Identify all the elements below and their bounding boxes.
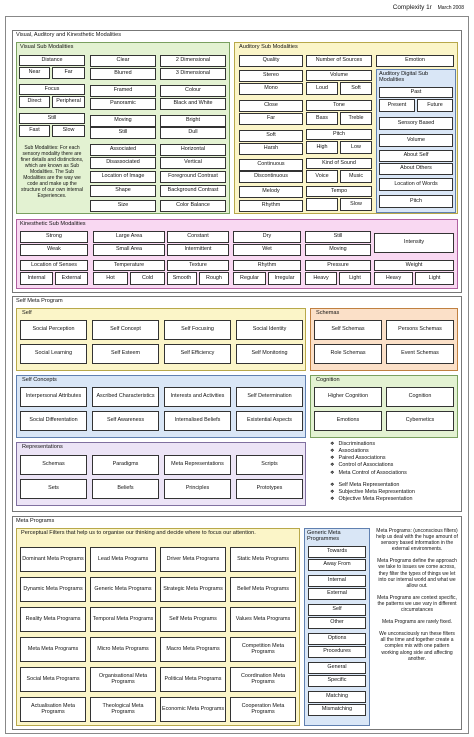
meta-explain bbox=[376, 528, 458, 662]
generic-item: Self bbox=[308, 604, 366, 616]
kin-strong: Strong bbox=[20, 231, 88, 243]
kin-intermittent: Intermittent bbox=[167, 244, 229, 256]
visual-2d: 2 Dimensional bbox=[160, 55, 226, 67]
meta-program-item: Meta Meta Programs bbox=[20, 637, 86, 662]
meta-program-item: Economic Meta Programs bbox=[160, 697, 226, 722]
cognition-title: Cognition bbox=[316, 377, 340, 383]
explain-para: We unconsciously run these filters all the time and together create a complex mix with one pattern working along side and affecting another. bbox=[379, 631, 455, 662]
schema-item: Self Schemas bbox=[314, 320, 382, 340]
representation-item: Sets bbox=[20, 479, 87, 499]
meta-program-item: Coordination Meta Programs bbox=[230, 667, 296, 692]
kin-light: Light bbox=[339, 272, 371, 285]
auditory-stereo: Stereo bbox=[239, 70, 303, 82]
visual-bw: Black and White bbox=[160, 98, 226, 110]
bullet-item: ❖ Meta Control of Associations bbox=[330, 470, 407, 477]
bullet-item: ❖ Discriminations bbox=[330, 441, 407, 448]
meta-program-item: Micro Meta Programs bbox=[90, 637, 156, 662]
meta-program-item: Static Meta Programs bbox=[230, 547, 296, 572]
self-concept-item: Social Differentation bbox=[20, 411, 87, 431]
auditory-volume: Volume bbox=[306, 70, 372, 81]
self-item: Social Identity bbox=[236, 320, 303, 340]
self-concept-item: Existential Aspects bbox=[236, 411, 303, 431]
kin-hot: Hot bbox=[93, 272, 128, 285]
self-item: Self Efficiency bbox=[164, 344, 231, 364]
kin-light-2: Light bbox=[415, 272, 454, 285]
visual-focus: Focus bbox=[19, 84, 85, 95]
date-text: March 2008 bbox=[437, 5, 464, 11]
visual-panoramic: Panoramic bbox=[90, 98, 156, 110]
representation-item: Principles bbox=[164, 479, 231, 499]
generic-item: External bbox=[308, 588, 366, 600]
kin-heavy-2: Heavy bbox=[374, 272, 413, 285]
representation-list bbox=[330, 482, 415, 503]
meta-program-item: Lead Meta Programs bbox=[90, 547, 156, 572]
visual-slow: Slow bbox=[52, 125, 85, 137]
generic-item: Options bbox=[308, 633, 366, 645]
meta-program-item: Competition Meta Programs bbox=[230, 637, 296, 662]
auditory-num-sources: Number of Sources bbox=[306, 55, 372, 67]
kin-weak: Weak bbox=[20, 244, 88, 256]
self-concept-item: Self Awareness bbox=[92, 411, 159, 431]
visual-fast: Fast bbox=[19, 125, 50, 137]
kin-dry: Dry bbox=[233, 231, 301, 243]
visual-location: Location of Image bbox=[90, 171, 156, 183]
visual-still-2: Still bbox=[90, 127, 156, 139]
meta-program-item: Theological Meta Programs bbox=[90, 697, 156, 722]
visual-fg-contrast: Foreground Contrast bbox=[160, 171, 226, 183]
visual-distance: Distance bbox=[19, 55, 85, 66]
auditory-mono: Mono bbox=[239, 83, 303, 95]
meta-program-item: Reality Meta Programs bbox=[20, 607, 86, 632]
auditory-tempo-fast bbox=[306, 198, 338, 211]
auditory-far: Far bbox=[239, 113, 303, 125]
schema-item: Role Schemas bbox=[314, 344, 382, 364]
kin-location-senses: Location of Senses bbox=[20, 260, 88, 271]
kin-large: Large Area bbox=[93, 231, 165, 243]
kin-cold: Cold bbox=[130, 272, 165, 285]
meta-program-item: Organisational Meta Programs bbox=[90, 667, 156, 692]
visual-vertical: Vertical bbox=[160, 157, 226, 169]
self-concept-item: Internalised Beliefs bbox=[164, 411, 231, 431]
auditory-pitch: Pitch bbox=[306, 129, 372, 140]
kin-heavy: Heavy bbox=[305, 272, 337, 285]
meta-program-item: Actualisation Meta Programs bbox=[20, 697, 86, 722]
visual-colour: Colour bbox=[160, 85, 226, 97]
cognition-item: Emotions bbox=[314, 411, 382, 431]
bullet-item: ❖ Control of Associations bbox=[330, 462, 407, 469]
auditory-tempo-slow: Slow bbox=[340, 198, 372, 211]
auditory-soft: Soft bbox=[340, 82, 372, 95]
kin-pressure: Pressure bbox=[305, 260, 371, 271]
kin-weight: Weight bbox=[374, 260, 454, 271]
visual-far: Far bbox=[52, 67, 85, 79]
auditory-treble: Treble bbox=[340, 112, 372, 125]
page-title bbox=[393, 4, 464, 12]
kin-temperature: Temperature bbox=[93, 260, 165, 271]
visual-blurred: Blurred bbox=[90, 68, 156, 80]
visual-moving: Moving bbox=[90, 115, 156, 127]
kin-texture: Texture bbox=[167, 260, 229, 271]
generic-item: Other bbox=[308, 617, 366, 629]
explain-para: Meta Programs: (unconscious filters) help us deal with the huge amount of sensory based information in the external environments. bbox=[376, 528, 458, 553]
self-title: Self bbox=[22, 310, 32, 316]
auditory-soft-2: Soft bbox=[239, 130, 303, 142]
visual-shape: Shape bbox=[90, 185, 156, 197]
title-text: Complexity 1r bbox=[392, 4, 432, 11]
meta-program-item: Social Meta Programs bbox=[20, 667, 86, 692]
meta-program-item: Generic Meta Programs bbox=[90, 577, 156, 602]
digital-present: Present bbox=[379, 99, 415, 112]
meta-program-item: Macro Meta Programs bbox=[160, 637, 226, 662]
meta-program-item: Political Meta Programs bbox=[160, 667, 226, 692]
generic-item: Towards bbox=[308, 546, 366, 558]
auditory-music: Music bbox=[340, 170, 372, 183]
visual-dull: Dull bbox=[160, 127, 226, 139]
generic-item: Specific bbox=[308, 675, 366, 687]
generic-item: Mismatching bbox=[308, 704, 366, 716]
explain-para: Meta Programs are context specific, the patterns we use vary in different circumstances bbox=[377, 594, 457, 614]
visual-note: Sub Modalities: For each sensory modality there are finer details and distinctions, which are known as Sub Modalities. The Sub Modalities are the way we code and make up the structure of our own internal Experiences. bbox=[20, 145, 84, 199]
explain-para: Meta Programs are rarely fixed. bbox=[381, 619, 453, 626]
kin-external: External bbox=[55, 272, 88, 285]
self-concept-item: Interests and Activities bbox=[164, 387, 231, 407]
auditory-close: Close bbox=[239, 100, 303, 112]
self-concept-item: Ascribed Characteristics bbox=[92, 387, 159, 407]
bullet-item: ❖ Self Meta Representation bbox=[330, 482, 415, 489]
kin-moving: Moving bbox=[305, 244, 371, 256]
visual-3d: 3 Dimensional bbox=[160, 68, 226, 80]
auditory-rhythm: Rhythm bbox=[239, 200, 303, 212]
self-item: Self Concept bbox=[92, 320, 159, 340]
vak-title: Visual, Auditory and Kinesthetic Modalities bbox=[16, 32, 121, 38]
bullet-item: ❖ Associations bbox=[330, 448, 407, 455]
visual-clear: Clear bbox=[90, 55, 156, 67]
cognition-item: Cognition bbox=[386, 387, 454, 407]
representation-item: Paradigms bbox=[92, 455, 159, 475]
meta-programs-title: Meta Programs bbox=[16, 518, 55, 524]
kin-rough: Rough bbox=[199, 272, 229, 285]
kin-regular: Regular bbox=[233, 272, 266, 285]
meta-program-item: Values Meta Programs bbox=[230, 607, 296, 632]
self-concept-item: Self Determination bbox=[236, 387, 303, 407]
auditory-melody: Melody bbox=[239, 186, 303, 198]
self-item: Self Esteem bbox=[92, 344, 159, 364]
kin-wet: Wet bbox=[233, 244, 301, 256]
visual-still: Still bbox=[19, 113, 85, 124]
representation-item: Schemas bbox=[20, 455, 87, 475]
visual-size: Size bbox=[90, 200, 156, 212]
visual-bright: Bright bbox=[160, 115, 226, 127]
visual-near: Near bbox=[19, 67, 50, 79]
meta-program-item: Belief Meta Programs bbox=[230, 577, 296, 602]
bullet-item: ❖ Paired Associations bbox=[330, 455, 407, 462]
generic-item: Away From bbox=[308, 559, 366, 571]
meta-program-item: Dominant Meta Programs bbox=[20, 547, 86, 572]
cognition-item: Cybernetics bbox=[386, 411, 454, 431]
auditory-loud: Loud bbox=[306, 82, 338, 95]
visual-framed: Framed bbox=[90, 85, 156, 97]
auditory-digital-title: Auditory Digital Sub Modalities bbox=[379, 71, 429, 84]
meta-program-item: Temporal Meta Programs bbox=[90, 607, 156, 632]
self-meta-title: Self Meta Program bbox=[16, 298, 63, 304]
generic-item: General bbox=[308, 662, 366, 674]
auditory-low: Low bbox=[340, 141, 372, 154]
representation-item: Meta Representations bbox=[164, 455, 231, 475]
representation-item: Beliefs bbox=[92, 479, 159, 499]
meta-program-item: Self Meta Programs bbox=[160, 607, 226, 632]
kin-constant: Constant bbox=[167, 231, 229, 243]
generic-item: Procedures bbox=[308, 646, 366, 658]
auditory-title: Auditory Sub Modalities bbox=[239, 44, 298, 50]
kin-small: Small Area bbox=[93, 244, 165, 256]
explain-para: Meta Programs define the approach we take to issues we come across, they filter the types of things we let into our internal world and what we allow out. bbox=[377, 558, 457, 589]
schemas-title: Schemas bbox=[316, 310, 340, 316]
generic-title: Generic Meta Programmes bbox=[307, 530, 341, 543]
generic-item: Matching bbox=[308, 691, 366, 703]
visual-dissociated: Disassociated bbox=[90, 157, 156, 169]
auditory-discontinuous: Discontinuous bbox=[239, 171, 303, 183]
meta-program-item: Dynamic Meta Programs bbox=[20, 577, 86, 602]
auditory-voice: Voice bbox=[306, 170, 338, 183]
visual-peripheral: Peripheral bbox=[52, 96, 85, 108]
auditory-kind: Kind of Sound bbox=[306, 158, 372, 169]
digital-sensory: Sensory Based bbox=[379, 117, 453, 130]
visual-bg-contrast: Background Contrast bbox=[160, 185, 226, 197]
visual-colour-balance: Color Balance bbox=[160, 200, 226, 212]
self-concept-item: Interpersonal Attributes bbox=[20, 387, 87, 407]
kin-rhythm: Rhythm bbox=[233, 260, 301, 271]
representations-title: Representations bbox=[22, 444, 63, 450]
self-item: Social Perception bbox=[20, 320, 87, 340]
meta-program-item: Cooperation Meta Programs bbox=[230, 697, 296, 722]
self-item: Social Learning bbox=[20, 344, 87, 364]
digital-about-self: About Self bbox=[379, 150, 453, 162]
visual-title: Visual Sub Modalities bbox=[20, 44, 74, 50]
schema-item: Event Schemas bbox=[386, 344, 454, 364]
representation-item: Scripts bbox=[236, 455, 303, 475]
bullet-item: ❖ Objective Meta Representation bbox=[330, 496, 415, 503]
kin-intensity: Intensity bbox=[374, 233, 454, 253]
digital-past: Past bbox=[379, 87, 453, 98]
visual-associated: Associated bbox=[90, 144, 156, 156]
auditory-bass: Bass bbox=[306, 112, 338, 125]
kin-smooth: Smooth bbox=[167, 272, 197, 285]
digital-pitch: Pitch bbox=[379, 195, 453, 208]
visual-direct: Direct bbox=[19, 96, 50, 108]
visual-horizontal: Horizontal bbox=[160, 144, 226, 156]
digital-future: Future bbox=[417, 99, 453, 112]
kin-internal: Internal bbox=[20, 272, 53, 285]
auditory-tempo: Tempo bbox=[306, 186, 372, 197]
generic-item: Internal bbox=[308, 575, 366, 587]
schema-item: Persons Schemas bbox=[386, 320, 454, 340]
kin-irregular: Irregular bbox=[268, 272, 301, 285]
kin-still: Still bbox=[305, 231, 371, 243]
digital-about-others: About Others bbox=[379, 163, 453, 175]
meta-program-item: Driver Meta Programs bbox=[160, 547, 226, 572]
association-list bbox=[330, 441, 407, 477]
meta-program-item: Strategic Meta Programs bbox=[160, 577, 226, 602]
bullet-item: ❖ Subjective Meta Representation bbox=[330, 489, 415, 496]
self-item: Self Focusing bbox=[164, 320, 231, 340]
auditory-continuous: Continuous bbox=[239, 159, 303, 171]
auditory-emotion: Emotion bbox=[376, 55, 454, 67]
self-item: Self Monitoring bbox=[236, 344, 303, 364]
representation-item: Prototypes bbox=[236, 479, 303, 499]
auditory-quality: Quality bbox=[239, 55, 303, 67]
kinesthetic-title: Kinesthetic Sub Modalities bbox=[20, 221, 86, 227]
digital-location-words: Location of Words bbox=[379, 178, 453, 191]
self-concepts-title: Self Concepts bbox=[22, 377, 57, 383]
auditory-harsh: Harsh bbox=[239, 143, 303, 155]
auditory-tone: Tone bbox=[306, 100, 372, 111]
auditory-high: High bbox=[306, 141, 338, 154]
cognition-item: Higher Cognition bbox=[314, 387, 382, 407]
filters-title: Perceptual Filters that help us to organise our thinking and decide where to focus our attention. bbox=[21, 530, 256, 536]
digital-volume: Volume bbox=[379, 134, 453, 147]
